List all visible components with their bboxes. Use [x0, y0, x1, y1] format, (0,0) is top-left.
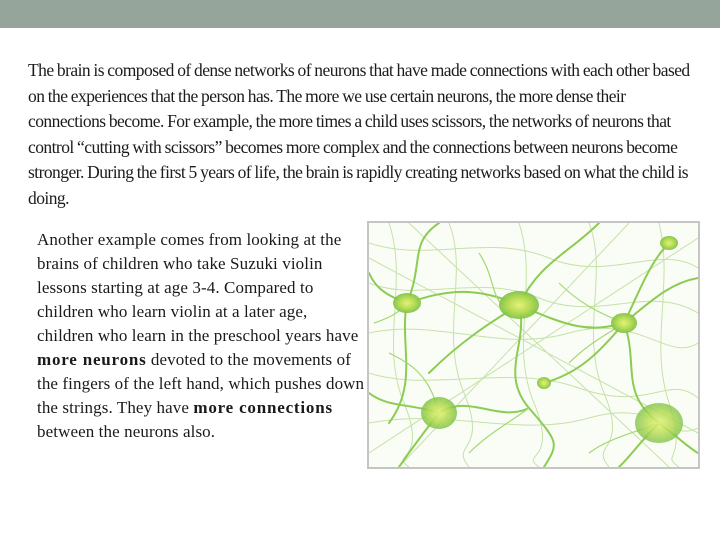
violin-text-part-2: devoted to the movements of the fingers of the left hand, which pushes down the strings. They have: [37, 350, 365, 417]
top-header-bar: [0, 0, 720, 28]
neuron-network-image: [367, 221, 700, 469]
bold-more-neurons: more neurons: [37, 350, 147, 369]
neuron-network-illustration: [369, 223, 698, 467]
bold-more-connections: more connections: [193, 398, 333, 417]
violin-text-part-1: Another example comes from looking at the brains of children who take Suzuki violin lessons starting at age 3-4. Compared to children who learn violin at a later age, children who learn in the preschool years have: [37, 230, 359, 345]
intro-paragraph: The brain is composed of dense networks of neurons that have made connections with each other based on the experiences that the person has. The more we use certain neurons, the more dense their connections become. For example, the more times a child uses scissors, the networks of neurons that control “cutting with scissors” becomes more complex and the connections between neurons become stronger. During the first 5 years of life, the brain is rapidly creating networks based on what the child is doing.: [28, 60, 690, 208]
violin-text-part-3: between the neurons also.: [37, 422, 216, 441]
violin-paragraph: [37, 228, 367, 444]
